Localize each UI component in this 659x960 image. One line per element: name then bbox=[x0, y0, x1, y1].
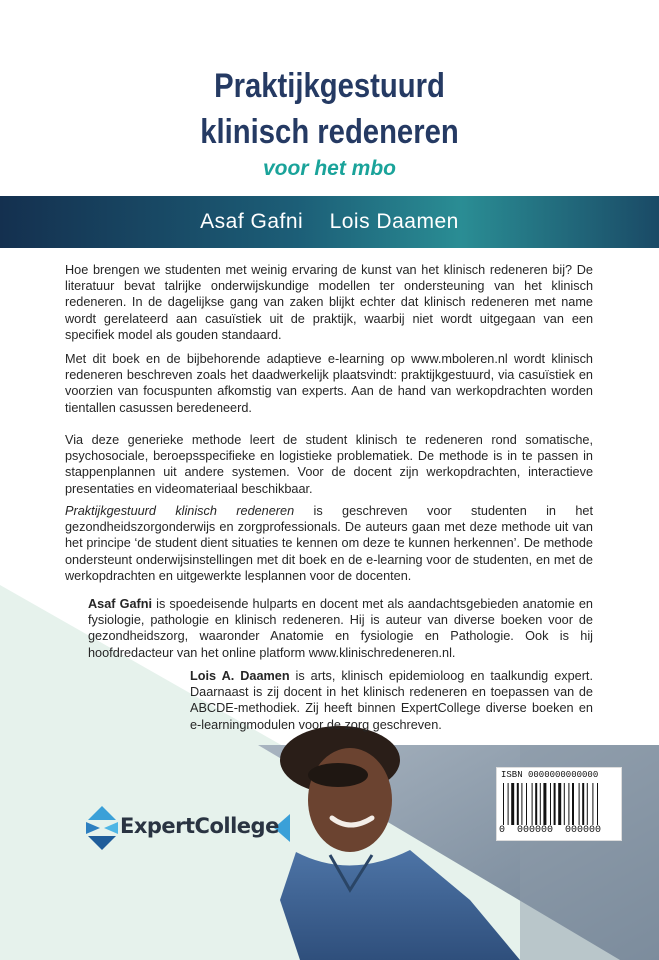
paragraph-1: Hoe brengen we studenten met weinig ervaring de kunst van het klinisch redeneren bij? De literatuur bevat talrijke onderwijskundige modellen ter ondersteuning van het klinisch redeneren. In de dagelijkse gang van zaken blijkt echter dat klinisch redeneren met name wordt gerelateerd aan casuïstiek uit de praktijk, waarbij niet wordt uitgegaan van een specifiek model als gouden standaard. bbox=[65, 263, 593, 342]
paragraph-2: Met dit boek en de bijbehorende adaptieve e-learning op www.mboleren.nl wordt klinisch redeneren beschreven zoals het daadwerkelijk plaatsvindt: praktijkgestuurd, via casuïstiek en voorzien van focuspunten afkomstig van experts. Aan de hand van werkopdrachten worden tientallen casussen beredeneerd. bbox=[65, 352, 593, 415]
book-title-italic: Praktijkgestuurd klinisch redeneren bbox=[65, 504, 295, 518]
paragraph-4 bbox=[65, 503, 593, 584]
author-names bbox=[0, 196, 659, 248]
barcode-bar bbox=[582, 783, 584, 825]
paragraph-4-text: is geschreven voor studenten in het gezondheidszorgonderwijs en zorgprofessionals. De auteurs gaan met deze methode uit van het principe ‘de student dient situaties te kennen om deze te kunnen herkennen’. De methode ondersteunt onderwijsinstellingen met dit boek en de e-learning voor de studenten, en met de werkopdrachten en uitgewerkte lesplannen voor de docenten. bbox=[65, 504, 593, 583]
barcode-bar bbox=[535, 783, 537, 825]
subtitle: voor het mbo bbox=[262, 157, 396, 180]
barcode-bar bbox=[587, 783, 588, 825]
author-1: Asaf Gafni bbox=[200, 210, 304, 233]
barcode-icon bbox=[501, 783, 617, 825]
bio-1-name: Asaf Gafni bbox=[88, 597, 153, 611]
barcode-bar bbox=[550, 783, 551, 825]
barcode-bar bbox=[597, 783, 598, 825]
barcode-bar bbox=[558, 783, 561, 825]
logo-text: ExpertCollege bbox=[120, 814, 279, 838]
bio-2-text: is arts, klinisch epidemioloog en taalkundig expert. Daarnaast is zij docent in het klinisch redeneren en toepassen van de ABCDE-methodiek. Zij heeft binnen ExpertCollege diverse boeken en e-learningmodulen voor de zorg geschreven. bbox=[190, 669, 593, 732]
barcode-bar bbox=[521, 783, 522, 825]
author-bio-2 bbox=[190, 668, 593, 733]
barcode-bar bbox=[579, 783, 580, 825]
barcode-digits: 0 000000 000000 bbox=[499, 825, 602, 836]
bio-2-name: Lois A. Daamen bbox=[190, 669, 290, 683]
barcode-bar bbox=[543, 783, 546, 825]
barcode-bar bbox=[554, 783, 556, 825]
title-line-1: Praktijkgestuurd bbox=[214, 67, 445, 105]
author-bio-1 bbox=[88, 596, 593, 661]
barcode-bar bbox=[508, 783, 509, 825]
barcode-bar bbox=[564, 783, 565, 825]
barcode-bar bbox=[503, 783, 504, 825]
isbn-label: ISBN 0000000000000 bbox=[501, 770, 599, 780]
barcode-box bbox=[496, 767, 622, 841]
barcode-bar bbox=[532, 783, 533, 825]
barcode-bar bbox=[540, 783, 541, 825]
barcode-bar bbox=[526, 783, 527, 825]
author-2: Lois Daamen bbox=[329, 210, 459, 233]
barcode-bar bbox=[568, 783, 569, 825]
barcode-bar bbox=[572, 783, 574, 825]
barcode-bar bbox=[592, 783, 593, 825]
bio-1-text: is spoedeisende hulparts en docent met als aandachtsgebieden anatomie en fysiologie, pathologie en klinisch redeneren. Hij is auteur van diverse boeken voor de gezondheidszorg, waaronder Anatomie en fysiologie en Pathologie. Ook is hij hoofdredacteur van het online platform www.klinischredeneren.nl. bbox=[88, 597, 593, 660]
barcode-bar bbox=[517, 783, 519, 825]
title-line-2: klinisch redeneren bbox=[200, 113, 459, 151]
barcode-bar bbox=[511, 783, 514, 825]
paragraph-3: Via deze generieke methode leert de student klinisch te redeneren rond somatische, psychosociale, beroepsspecifieke en logistieke problematiek. De methode is in te passen in stappenplannen uit andere systemen. Voor de docent zijn werkopdrachten, interactieve presentaties en videomateriaal beschikbaar. bbox=[65, 433, 593, 496]
